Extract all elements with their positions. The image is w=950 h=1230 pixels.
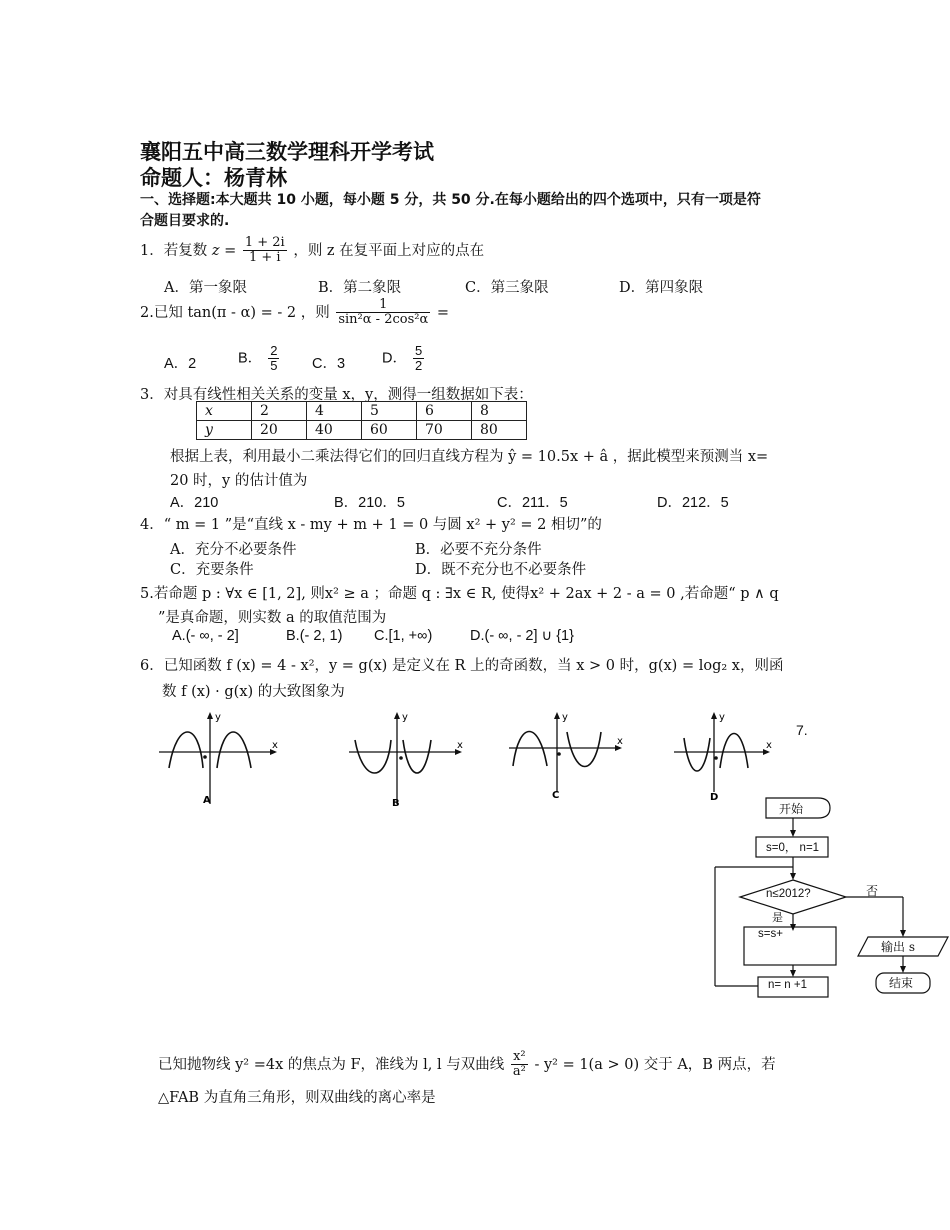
question-8-line2: △FAB 为直角三角形，则双曲线的离心率是: [158, 1090, 436, 1106]
q2-option-d: [382, 344, 426, 374]
q8-frac-num: x²: [511, 1050, 528, 1065]
graph-b-y-label: y: [402, 712, 408, 723]
table-cell: 2: [252, 402, 307, 421]
q2-option-b-frac: [268, 344, 279, 374]
q5-option-d: D.(- ∞, - 2] ∪ {1}: [470, 628, 574, 644]
graph-c-label: C: [552, 790, 560, 801]
section-heading-line2: 合题目要求的.: [140, 213, 230, 229]
flow-no-label: 否: [866, 884, 879, 898]
question-6-line1: 6．已知函数 f (x) = 4 - x²，y = g(x) 是定义在 R 上的奇函数，当 x > 0 时，g(x) = log₂ x，则函: [140, 658, 784, 674]
q2-option-a: A．2: [164, 356, 197, 372]
q1-prefix: 1．若复数: [140, 242, 208, 259]
flow-cond-label: n≤2012?: [766, 888, 811, 900]
table-cell: 20: [252, 421, 307, 440]
q1-frac-den: 1 + i: [248, 250, 281, 266]
graph-b: [345, 708, 470, 808]
table-cell: x: [197, 402, 252, 421]
q1-frac-num: 1 + 2i: [244, 235, 285, 250]
question-4: 4．“ m = 1 ”是“直线 x - my + m + 1 = 0 与圆 x² + y² = 2 相切”的: [140, 517, 602, 533]
q3-option-a: A．210: [170, 495, 219, 511]
data-table: [196, 401, 527, 440]
q2-frac-den: sin²α - 2cos²α: [338, 312, 429, 328]
graph-a-x-label: x: [272, 740, 278, 751]
table-cell: 70: [417, 421, 472, 440]
question-8-line1: [158, 1050, 776, 1080]
table-cell: y: [197, 421, 252, 440]
q2-option-b-label: B．: [238, 350, 263, 367]
table-cell: 60: [362, 421, 417, 440]
q2-prefix: 2.已知: [140, 304, 183, 321]
flow-output-label: 输出 s: [881, 940, 915, 954]
table-cell: 80: [472, 421, 527, 440]
table-row-x: [197, 402, 527, 421]
q8-frac-den: a²: [512, 1064, 526, 1080]
q3-line3: 20 时，y 的估计值为: [170, 473, 308, 489]
q8-fraction: [511, 1050, 528, 1080]
table-cell: 8: [472, 402, 527, 421]
q1-option-a: A．第一象限: [164, 280, 247, 296]
q2-optb-num: 2: [270, 343, 278, 358]
q3-option-d: D．212．5: [657, 495, 729, 511]
section-heading-line1: 一、选择题:本大题共 10 小题，每小题 5 分，共 50 分.在每小题给出的四个选项中，只有一项是符: [140, 192, 761, 208]
q4-option-a: A．充分不必要条件: [170, 542, 297, 558]
q5-option-a: A.(- ∞, - 2]: [172, 628, 239, 644]
q1-option-d: D．第四象限: [619, 280, 704, 296]
q4-option-c: C．充要条件: [170, 562, 254, 578]
q3-line2: 根据上表，利用最小二乘法得它们的回归直线方程为 ŷ = 10.5x + â ，据此模型来预测当 x=: [170, 449, 769, 465]
flow-end-label: 结束: [889, 976, 914, 990]
q1-fraction: [243, 236, 287, 266]
q2-mid: ，则: [300, 304, 330, 321]
page-title: 襄阳五中高三数学理科开学考试: [140, 140, 434, 164]
q1-suffix: ，则 z 在复平面上对应的点在: [293, 242, 485, 259]
author-line: 命题人：杨青林: [140, 166, 287, 190]
table-cell: 6: [417, 402, 472, 421]
q2-condition: tan(π - α) = - 2: [187, 304, 297, 321]
graph-d-x-label: x: [766, 740, 772, 751]
flow-start-label: 开始: [779, 802, 804, 816]
table-cell: 5: [362, 402, 417, 421]
graph-c: [505, 708, 630, 808]
graph-d-y-label: y: [719, 712, 725, 723]
q8-line1-b: - y² = 1(a > 0) 交于 A，B 两点，若: [534, 1056, 776, 1073]
q2-option-b: [238, 344, 281, 374]
question-6-line2: 数 f (x) · g(x) 的大致图象为: [162, 684, 345, 700]
flow-yes-label: 是: [772, 911, 783, 924]
table-row-y: [197, 421, 527, 440]
question-7-number: 7.: [796, 722, 808, 738]
graph-a-label: A: [203, 795, 211, 806]
q2-optd-den: 2: [415, 358, 423, 374]
q8-line1-a: 已知抛物线 y² =4x 的焦点为 F，准线为 l, l 与双曲线: [158, 1056, 505, 1073]
graph-b-label: B: [392, 798, 400, 808]
flow-incr-label: n= n +1: [768, 979, 808, 991]
graph-c-y-label: y: [562, 712, 568, 723]
q1-z: z =: [211, 242, 237, 259]
flowchart: [700, 790, 950, 1005]
q3-option-b: B．210．5: [334, 495, 405, 511]
q2-option-d-label: D．: [382, 350, 407, 367]
question-1: [140, 236, 484, 266]
question-3: 3．对具有线性相关关系的变量 x，y，测得一组数据如下表：: [140, 387, 533, 403]
q2-option-c: C．3: [312, 356, 346, 372]
table-cell: 4: [307, 402, 362, 421]
q4-option-b: B．必要不充分条件: [415, 542, 542, 558]
q2-optb-den: 5: [270, 358, 278, 374]
graph-a: [155, 708, 280, 808]
flow-body-label: s=s+: [758, 928, 783, 940]
flow-init-label: s=0， n=1: [766, 842, 820, 854]
q2-fraction: [336, 298, 430, 328]
q2-optd-num: 5: [415, 343, 423, 358]
q2-eq: =: [436, 304, 449, 321]
graph-c-x-label: x: [617, 736, 623, 747]
q2-frac-num: 1: [336, 298, 430, 313]
table-cell: 40: [307, 421, 362, 440]
q4-option-d: D．既不充分也不必要条件: [415, 562, 587, 578]
question-5-line1: 5.若命题 p : ∀x ∈ [1, 2], 则x² ≥ a ；命题 q : ∃x ∈ R, 使得x² + 2ax + 2 - a = 0 ,若命题“ p ∧ q: [140, 586, 779, 602]
q2-option-d-frac: [413, 344, 424, 374]
q1-option-b: B．第二象限: [318, 280, 402, 296]
graph-a-y-label: y: [215, 712, 221, 723]
q3-option-c: C．211．5: [497, 495, 568, 511]
question-5-line2: ”是真命题，则实数 a 的取值范围为: [158, 610, 387, 626]
graph-d-label: D: [710, 792, 719, 803]
q5-option-c: C.[1, +∞): [374, 628, 433, 644]
q1-option-c: C．第三象限: [465, 280, 549, 296]
q5-option-b: B.(- 2, 1): [286, 628, 343, 644]
question-2: [140, 298, 449, 328]
graph-b-x-label: x: [457, 740, 463, 751]
